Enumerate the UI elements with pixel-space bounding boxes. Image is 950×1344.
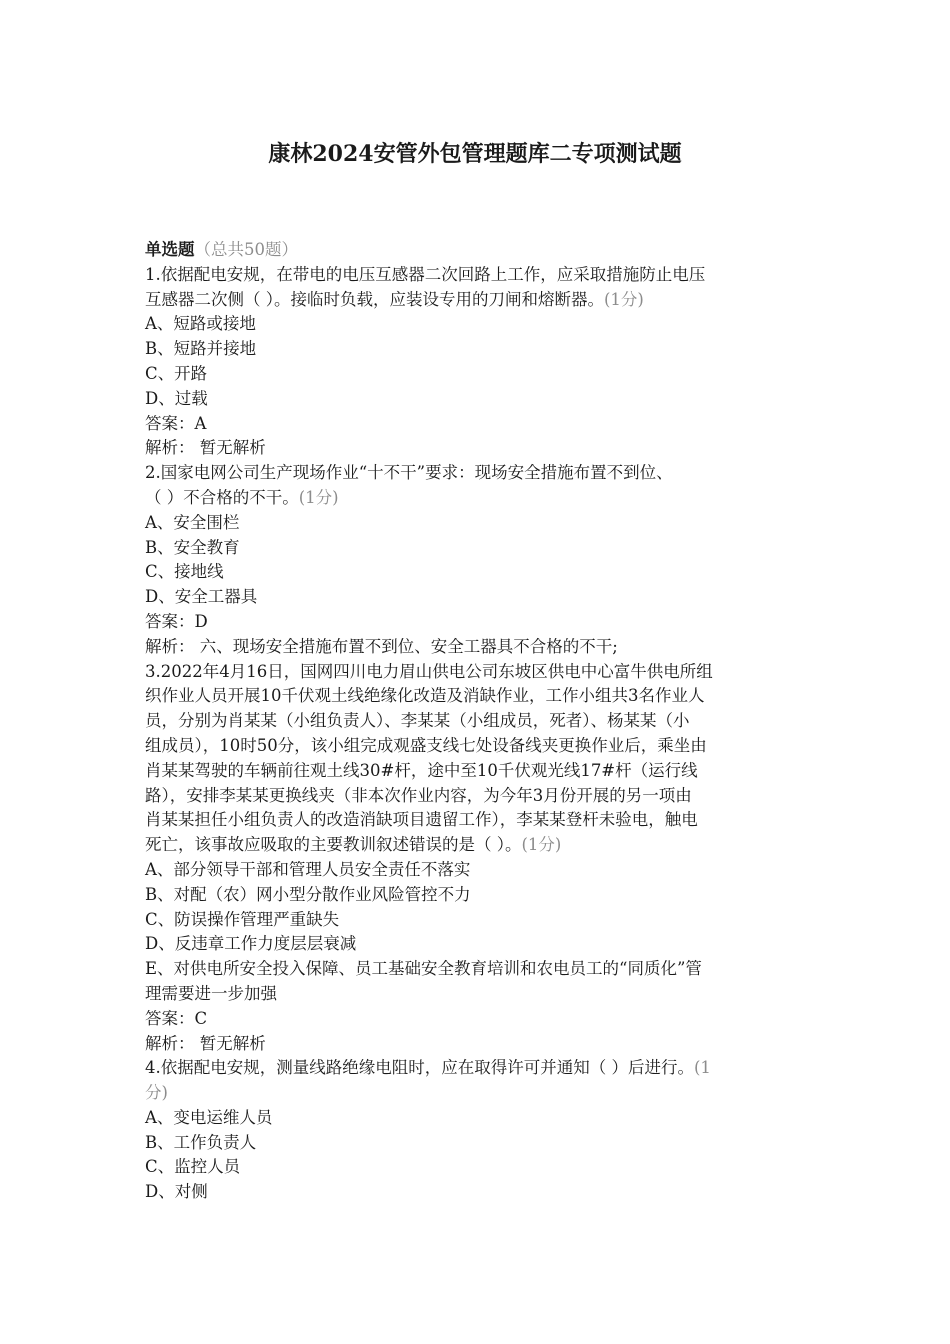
question-text-line: 肖某某驾驶的车辆前往观土线30#杆，途中至10千伏观光线17#杆（运行线 — [145, 760, 698, 780]
section-label: 单选题 — [145, 240, 195, 259]
option-b: B、安全教育 — [145, 537, 240, 557]
section-header — [145, 238, 805, 263]
option-e: E、对供电所安全投入保障、员工基础安全教育培训和农电员工的“同质化”管 — [145, 959, 702, 979]
question-text-line: 织作业人员开展10千伏观土线绝缘化改造及消缺作业，工作小组共3名作业人 — [145, 686, 705, 706]
option-d: D、过载 — [145, 388, 208, 408]
option-b: B、短路并接地 — [145, 339, 257, 359]
question-score: (1分) — [521, 835, 562, 855]
question-text-line: 2.国家电网公司生产现场作业“十不干”要求：现场安全措施布置不到位、 — [145, 463, 673, 483]
question-text-line: 员，分别为肖某某（小组负责人）、李某某（小组成员，死者）、杨某某（小 — [145, 711, 690, 731]
question-text-line: 4.依据配电安规，测量线路绝缘电阻时，应在取得许可并通知（ ）后进行。(1 — [145, 1058, 711, 1078]
section-count: （总共50题） — [194, 240, 298, 259]
option-d: D、反违章工作力度层层衰减 — [145, 934, 357, 954]
answer: 答案：A — [145, 413, 207, 433]
option-d: D、安全工器具 — [145, 587, 258, 607]
option-e-continued: 理需要进一步加强 — [145, 983, 277, 1003]
answer: 答案：D — [145, 611, 208, 631]
question-1 — [145, 263, 805, 461]
option-a: A、变电运维人员 — [145, 1107, 273, 1127]
option-c: C、开路 — [145, 363, 208, 383]
question-2 — [145, 461, 805, 659]
document-body — [145, 238, 805, 1205]
option-c: C、监控人员 — [145, 1157, 241, 1177]
analysis: 解析： 六、现场安全措施布置不到位、安全工器具不合格的不干; — [145, 636, 618, 656]
option-c: C、接地线 — [145, 562, 224, 582]
question-text-line: 3.2022年4月16日，国网四川电力眉山供电公司东坡区供电中心富牛供电所组 — [145, 661, 713, 681]
option-d: D、对侧 — [145, 1182, 208, 1202]
option-b: B、对配（农）网小型分散作业风险管控不力 — [145, 884, 471, 904]
question-4 — [145, 1056, 805, 1205]
option-a: A、安全围栏 — [145, 512, 240, 532]
question-text-line: 互感器二次侧（ ）。接临时负载，应装设专用的刀闸和熔断器。(1分) — [145, 289, 644, 309]
question-text-line: 路），安排李某某更换线夹（非本次作业内容，为今年3月份开展的另一项由 — [145, 785, 692, 805]
option-b: B、工作负责人 — [145, 1132, 257, 1152]
option-a: A、部分领导干部和管理人员安全责任不落实 — [145, 859, 471, 879]
question-score-part2: 分) — [145, 1083, 168, 1103]
answer: 答案：C — [145, 1008, 208, 1028]
question-score: (1分) — [298, 487, 339, 507]
question-3 — [145, 660, 805, 1057]
analysis: 解析： 暂无解析 — [145, 438, 266, 458]
question-score-part1: (1 — [694, 1058, 711, 1078]
question-text-line: 死亡，该事故应吸取的主要教训叙述错误的是（ ）。(1分) — [145, 835, 562, 855]
option-c: C、防误操作管理严重缺失 — [145, 909, 340, 929]
analysis: 解析： 暂无解析 — [145, 1033, 266, 1053]
question-text-line: （ ）不合格的不干。(1分) — [145, 487, 339, 507]
question-text-line: 肖某某担任小组负责人的改造消缺项目遗留工作），李某某登杆未验电，触电 — [145, 810, 698, 830]
question-score: (1分) — [604, 289, 644, 309]
question-text-line: 1.依据配电安规，在带电的电压互感器二次回路上工作，应采取措施防止电压 — [145, 264, 706, 284]
question-text-line: 组成员），10时50分，该小组完成观盛支线七处设备线夹更换作业后，乘坐由 — [145, 735, 707, 755]
document-title: 康林2024安管外包管理题库二专项测试题 — [268, 141, 682, 167]
option-a: A、短路或接地 — [145, 314, 256, 334]
